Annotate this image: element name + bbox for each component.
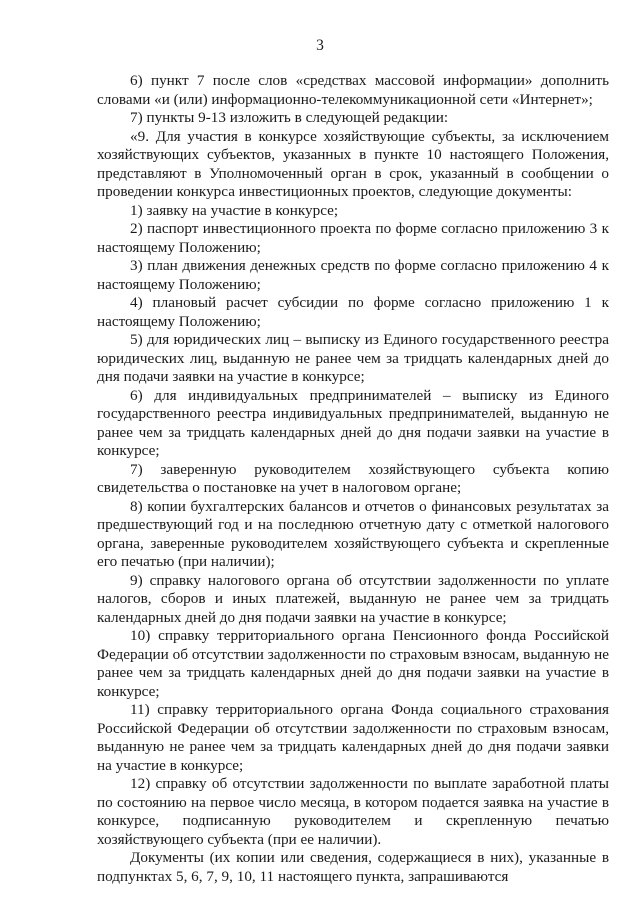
list-item-12: 12) справку об отсутствии задолженности по выплате заработной платы по состоянию на первое число месяца, в котором подается заявка на участие в конкурсе, подписанную руководителем и скрепленную печатью хозяйствующего субъекта (при ее наличии). — [97, 775, 609, 848]
paragraph-item-7-amendment: 7) пункты 9-13 изложить в следующей редакции: — [130, 109, 449, 126]
list-item-10: 10) справку территориального органа Пенсионного фонда Российской Федерации об отсутствии задолженности по страховым взносам, выданную не ранее чем за тридцать календарных дней до дня подачи заявки на участие в конкурсе; — [97, 627, 609, 700]
list-item-5: 5) для юридических лиц – выписку из Единого государственного реестра юридических лиц, выданную не ранее чем за тридцать календарных дней до дня подачи заявки на участие в конкурсе; — [97, 331, 609, 385]
list-item-11: 11) справку территориального органа Фонда социального страхования Российской Федерации об отсутствии задолженности по страховым взносам, выданную не ранее чем за тридцать календарных дней до дня подачи заявки на участие в конкурсе; — [97, 701, 609, 774]
list-item-7: 7) заверенную руководителем хозяйствующего субъекта копию свидетельства о постановке на учет в налоговом органе; — [97, 460, 609, 496]
paragraph-documents-note: Документы (их копии или сведения, содержащиеся в них), указанные в подпунктах 5, 6, 7, 9, 10, 11 настоящего пункта, запрашиваются — [97, 849, 609, 885]
list-item-4: 4) плановый расчет субсидии по форме согласно приложению 1 к настоящему Положению; — [97, 294, 609, 330]
paragraph-clause-9-intro: «9. Для участия в конкурсе хозяйствующие субъекты, за исключением хозяйствующих субъектов, указанных в пункте 10 настоящего Положения, представляют в Уполномоченный орган в срок, указанный в сообщении о проведении конкурса инвестиционных проектов, следующие документы: — [97, 127, 609, 200]
paragraph-item-6-amendment: 6) пункт 7 после слов «средствах массовой информации» дополнить словами «и (или) информационно-телекоммуникационной сети «Интернет»; — [97, 72, 609, 108]
list-item-8: 8) копии бухгалтерских балансов и отчетов о финансовых результатах за предшествующий год и на последнюю отчетную дату с отметкой налогового органа, заверенные руководителем хозяйствующего субъекта и скрепленные его печатью (при наличии); — [97, 497, 609, 570]
page-number: 3 — [316, 37, 324, 54]
list-item-6: 6) для индивидуальных предпринимателей – выписку из Единого государственного реестра индивидуальных предпринимателей, выданную не ранее чем за тридцать календарных дней до дня подачи заявки на участие в конкурсе; — [97, 386, 609, 459]
list-item-9: 9) справку налогового органа об отсутствии задолженности по уплате налогов, сборов и иных платежей, выданную не ранее чем за тридцать календарных дней до дня подачи заявки на участие в конкурсе; — [97, 571, 609, 626]
document-body — [97, 72, 609, 886]
list-item-2: 2) паспорт инвестиционного проекта по форме согласно приложению 3 к настоящему Положению; — [97, 220, 609, 256]
list-item-3: 3) план движения денежных средств по форме согласно приложению 4 к настоящему Положению; — [97, 257, 609, 293]
list-item-1: 1) заявку на участие в конкурсе; — [130, 201, 339, 219]
